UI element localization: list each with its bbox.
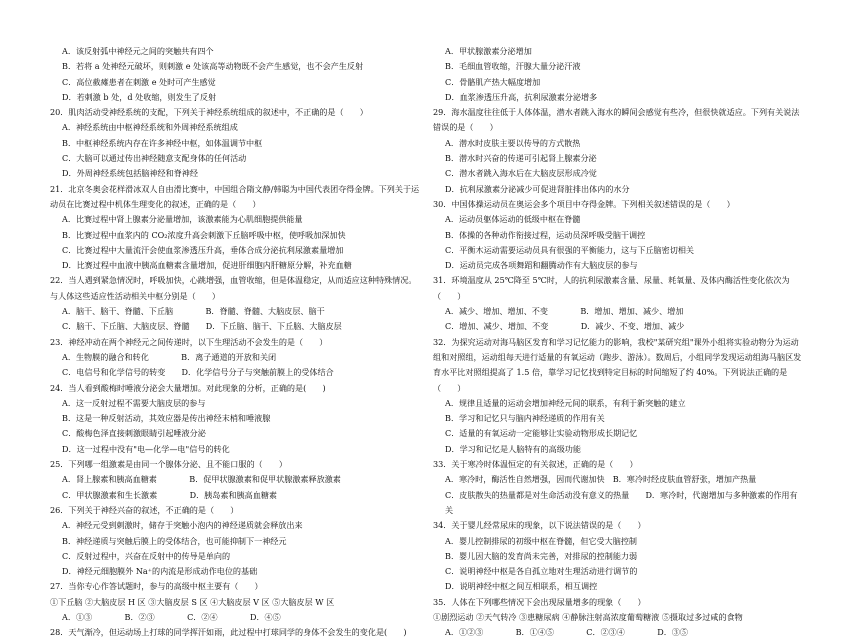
answer-option: D．神经元细胞膜外 Na⁺的内流是形成动作电位的基础 <box>62 566 258 577</box>
answer-option: C．酸梅色泽直接刺激眼睛引起唾液分泌 <box>62 428 206 439</box>
answer-option: A．神经元受到刺激时，储存于突触小泡内的神经递质就会释放出来 <box>62 520 303 531</box>
answer-option: A．运动员躯体运动的低级中枢在脊髓 <box>445 214 581 225</box>
question-text: 25．下列哪一组激素是由同一个腺体分泌、且不能口服的（ ） <box>50 459 287 470</box>
answer-option: A．该反射弧中神经元之间的突触共有四个 <box>62 46 214 56</box>
answer-option: A．减少、增加、增加、不变 B．增加、增加、减少、增加 <box>445 306 684 317</box>
answer-option: A．比赛过程中肾上腺素分泌量增加，该激素能为心肌细胞提供能量 <box>62 214 303 225</box>
answer-option: C．比赛过程中大量流汗会使血浆渗透压升高，垂体合成分泌抗利尿激素量增加 <box>62 244 344 255</box>
answer-option: B．比赛过程中血浆内的 CO₂浓度升高会刺激下丘脑呼吸中枢，使呼吸加深加快 <box>62 229 346 240</box>
answer-option: B．学习和记忆只与脑内神经递质的作用有关 <box>445 413 605 424</box>
answer-option: D．外周神经系统包括脑神经和脊神经 <box>62 168 198 179</box>
question-text: 20．肌肉活动受神经系统的支配，下列关于神经系统组成的叙述中，不正确的是（ ） <box>50 107 368 118</box>
answer-option: B．潜水时兴奋的传递可引起肾上腺素分泌 <box>445 153 597 164</box>
answer-option: A．①③ B．②③ C．②④ D．④⑤ <box>62 611 281 622</box>
answer-option: A．生物膜的融合和转化 B．离子通道的开放和关闭 <box>62 351 277 362</box>
question-text: 22．当人遇到紧急情况时，呼吸加快，心跳增强，血管收缩，但是体温稳定，从而适应这种特殊情况。与人体这些适应性活动相关中枢分别是（ ） <box>50 275 417 301</box>
question-text: 32．为探究运动对海马脑区发育和学习记忆能力的影响，我校"某研究组"课外小组将实验动物分为运动组和对照组，运动组每天进行适量的有氧运动（跑步、游泳）。数周后，小组同学发现运动组海马脑区发育水平比对照组提高了 1.5 倍，靠学习记忆找到特定目标的时间缩短了约 40%。下列说法正确的是（ ） <box>433 336 802 393</box>
answer-option: C．大脑可以通过传出神经随意支配身体的任何活动 <box>62 153 247 164</box>
question-text: 27．当你专心作答试题时，参与的高级中枢主要有（ ） <box>50 581 263 592</box>
question-text: 21．北京冬奥会花样滑冰双人自由滑比赛中，中国组合隋文静/韩聪为中国代表团夺得金牌。下列关于运动员在比赛过程中机体生理变化的叙述，正确的是（ ） <box>50 183 420 209</box>
question-text: 34．关于婴儿经常尿床的现象，以下说法错误的是（ ） <box>433 520 646 531</box>
answer-option: B．若将 a 处神经元破坏，则刺激 e 处该高等动物既不会产生感觉，也不会产生反射 <box>62 61 364 72</box>
question-text: 24．当人看到酸梅时唾液分泌会大量增加。对此现象的分析，正确的是( ) <box>50 382 326 393</box>
answer-option: A．肾上腺素和胰高血糖素 B．促甲状腺激素和促甲状腺激素释放激素 <box>62 474 341 485</box>
answer-option: D．学习和记忆是人脑特有的高级功能 <box>445 443 581 454</box>
answer-option: C．潜水者跳入海水后在大脑皮层形成冷觉 <box>445 168 597 179</box>
answer-option: C．脑干、下丘脑、大脑皮层、脊髓 D．下丘脑、脑干、下丘脑、大脑皮层 <box>62 321 342 332</box>
answer-option: C．增加、减少、增加、不变 D．减少、不变、增加、减少 <box>445 321 685 332</box>
question-text: 35．人体在下列哪些情况下会出现尿量增多的现象（ ） <box>433 596 646 607</box>
answer-option: C．平衡木运动需要运动员具有很强的平衡能力，这与下丘脑密切相关 <box>445 244 695 255</box>
answer-option: D．运动员完成各项舞蹈和翻腾动作有大脑皮层的参与 <box>445 260 638 271</box>
question-text: 33．关于寒冷时体温恒定的有关叙述，正确的是（ ） <box>433 459 638 470</box>
answer-option: B．毛细血管收缩，汗腺大量分泌汗液 <box>445 61 581 72</box>
answer-option: C．适量的有氧运动一定能够让实验动物形成长期记忆 <box>445 428 638 439</box>
question-text: 31．环境温度从 25℃降至 5℃时，人的抗利尿激素含量、尿量、耗氧量、及体内酶活性变化依次为（ ） <box>433 275 790 301</box>
answer-option: D．抗利尿激素分泌减少可促进肾脏排出体内的水分 <box>445 183 630 194</box>
left-column <box>50 44 420 641</box>
answer-option: A．婴儿控制排尿的初级中枢在脊髓，但它受大脑控制 <box>445 535 638 546</box>
answer-option: C．反射过程中，兴奋在反射中的传导是单向的 <box>62 550 231 561</box>
answer-option: B．中枢神经系统内存在许多神经中枢，如体温调节中枢 <box>62 137 263 148</box>
answer-option: A．①②③ B．①④⑤ C．②③④ D．③⑤ <box>445 627 689 638</box>
answer-option: B．神经递质与突触后膜上的受体结合，也可能抑制下一神经元 <box>62 535 287 546</box>
question-text: ①剧烈运动 ②天气转冷 ③患糖尿病 ④静脉注射高浓度葡萄糖液 ⑤摄取过多过咸的食物 <box>433 611 743 622</box>
question-text: ①下丘脑 ②大脑皮层 H 区 ③大脑皮层 S 区 ④大脑皮层 V 区 ⑤大脑皮层 W 区 <box>50 596 335 607</box>
answer-option: B．婴儿因大脑的发育尚未完善，对排尿的控制能力弱 <box>445 550 638 561</box>
question-text: 23．神经冲动在两个神经元之间传递时，以下生理活动不会发生的是（ ） <box>50 336 328 347</box>
right-column <box>433 44 803 641</box>
question-text: 28．天气渐冷，但运动场上打球的同学挥汗如雨，此过程中打球同学的身体不会发生的变化是( ) <box>50 627 407 638</box>
answer-option: A．甲状腺激素分泌增加 <box>445 46 532 56</box>
answer-option: A．脑干、脑干、脊髓、下丘脑 B．脊髓、脊髓、大脑皮层、脑干 <box>62 306 325 317</box>
answer-option: C．骨骼肌产热大幅度增加 <box>445 76 541 87</box>
answer-option: D．说明神经中枢之间互相联系，相互调控 <box>445 581 598 592</box>
question-text: 26．下列关于神经兴奋的叙述，不正确的是（ ） <box>50 504 239 515</box>
answer-option: C．高位截瘫患者在刺激 e 处时可产生感觉 <box>62 76 216 87</box>
answer-option: D．比赛过程中血液中胰高血糖素含量增加，促进肝细胞内肝糖原分解，补充血糖 <box>62 260 352 271</box>
answer-option: B．体操的各种动作衔接过程，运动员深呼吸受脑干调控 <box>445 229 646 240</box>
answer-option: D．这一过程中没有"电—化学—电"信号的转化 <box>62 443 230 454</box>
answer-option: A．这一反射过程不需要大脑皮层的参与 <box>62 397 206 408</box>
answer-option: B．这是一种反射活动，其效应器是传出神经末梢和唾液腺 <box>62 413 271 424</box>
question-text: 30．中国体操运动员在奥运会多个项目中夺得金牌。下列相关叙述错误的是（ ） <box>433 198 735 209</box>
answer-option: A．规律且适量的运动会增加神经元间的联系，有利于新突触的建立 <box>445 397 686 408</box>
answer-option: A．寒冷时，酶活性自然增强，因而代谢加快 B．寒冷时经皮肤血管舒张，增加产热量 <box>445 474 757 485</box>
answer-option: C．甲状腺激素和生长激素 D．胰岛素和胰高血糖素 <box>62 489 278 500</box>
answer-option: C．皮肤散失的热量都是对生命活动没有意义的热量 D．寒冷时，代谢增加与多种激素的作用有关 <box>445 489 798 515</box>
answer-option: C．说明神经中枢是各自孤立地对生理活动进行调节的 <box>445 566 638 577</box>
answer-option: D．若刺激 b 处，d 处收缩，则发生了反射 <box>62 91 217 102</box>
question-text: 29．海水温度往往低于人体体温，潜水者跳入海水的瞬间会感觉有些冷，但很快就适应。下列有关说法错误的是（ ） <box>433 107 800 133</box>
answer-option: A．潜水时皮肤主要以传导的方式散热 <box>445 137 581 148</box>
answer-option: A．神经系统由中枢神经系统和外周神经系统组成 <box>62 122 238 133</box>
answer-option: C．电信号和化学信号的转变 D．化学信号分子与突触前膜上的受体结合 <box>62 367 334 378</box>
answer-option: D．血浆渗透压升高，抗利尿激素分泌增多 <box>445 91 598 102</box>
